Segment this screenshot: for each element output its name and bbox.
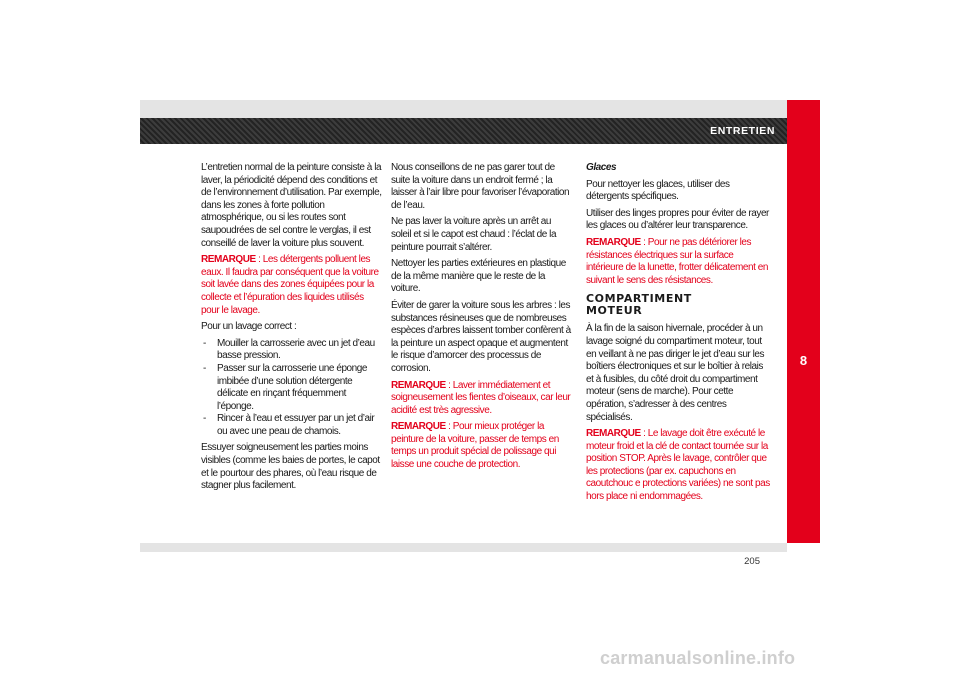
paragraph: Utiliser des linges propres pour éviter de rayer les glaces ou d’altérer leur transparence. — [586, 207, 769, 232]
paragraph: Pour un lavage correct : — [201, 321, 297, 333]
section-title: ENTRETIEN — [710, 125, 775, 137]
subheading: Glaces — [586, 162, 617, 173]
list-item: - Passer sur la carrosserie une éponge imbibée d’une solution détergente délicate en rinçant fréquemment l’éponge. — [201, 363, 383, 413]
chapter-tab-strip — [787, 243, 820, 543]
list-item: - Mouiller la carrosserie avec un jet d’eau basse pression. — [201, 338, 383, 363]
section-heading-line: COMPARTIMENT — [586, 292, 692, 306]
text-column-2 — [391, 162, 571, 476]
paragraph: Nettoyer les parties extérieures en plastique de la même manière que le reste de la voiture. — [391, 258, 566, 295]
note-text: : Le lavage doit être exécuté le moteur froid et la clé de contact tournée sur la position STOP. Après le lavage, contrôler que les protections (par ex. capuchons en caoutchouc e protections variées) ne sont pas hors place ni endommagées. — [586, 428, 770, 503]
top-gray-band — [140, 100, 787, 118]
chapter-number: 8 — [799, 353, 808, 368]
note — [586, 237, 771, 287]
note — [391, 380, 571, 418]
note-text: : Laver immédiatement et soigneusement les fientes d’oiseaux, car leur acidité est très agressive. — [391, 379, 571, 416]
note-text: : Pour mieux protéger la peinture de la voiture, passer de temps en temps un produit spécial de polissage qui laisse une couche de protection. — [391, 421, 559, 471]
note-label: REMARQUE — [391, 421, 446, 433]
bottom-gray-band — [140, 543, 787, 552]
section-heading — [586, 293, 771, 317]
page-number: 205 — [744, 556, 760, 567]
note-label: REMARQUE — [201, 254, 256, 266]
text-column-3 — [586, 162, 771, 508]
note-text: : Pour ne pas détériorer les résistances électriques sur la surface intérieure de la lunette, frotter délicatement en suivant le sens des résistances. — [586, 236, 768, 286]
note — [586, 428, 771, 504]
paragraph: Éviter de garer la voiture sous les arbres : les substances résineuses que de nombreuses espèces d’arbres laissent tomber confèrent à la peinture un aspect opaque et augmentent le risque d’amorcer des processus de corrosion. — [391, 299, 571, 374]
wash-steps-list — [201, 338, 383, 439]
note-label: REMARQUE — [586, 428, 641, 440]
note — [391, 421, 571, 471]
paragraph: Pour nettoyer les glaces, utiliser des détergents spécifiques. — [586, 178, 730, 203]
watermark: carmanualsonline.info — [600, 648, 796, 668]
note-text: : Les détergents polluent les eaux. Il faudra par conséquent que la voiture soit lavée dans des zones équipées pour la collecte et l’épuration des liquides utilisés pour le lavage. — [201, 254, 379, 316]
list-item: - Rincer à l’eau et essuyer par un jet d’air ou avec une peau de chamois. — [201, 413, 383, 438]
section-heading-line: MOTEUR — [586, 304, 643, 318]
paragraph: L’entretien normal de la peinture consiste à la laver, la périodicité dépend des conditions et de l’environnement d’utilisation. Par exemple, dans les zones à forte pollution atmosphérique, ou si les routes sont saupoudrées de sel contre le verglas, il est conseillé de laver la voiture plus souvent. — [201, 162, 382, 249]
paragraph: Ne pas laver la voiture après un arrêt au soleil et si le capot est chaud : l’éclat de la peinture pourrait s’altérer. — [391, 216, 557, 253]
chapter-tab-top — [787, 100, 820, 243]
paragraph: À la fin de la saison hivernale, procéder à un lavage soigné du compartiment moteur, tout en veillant à ne pas diriger le jet d’eau sur les boîtiers électroniques et sur le boîtier à relais et à fusibles, du côté droit du compartiment moteur (sens de marche). Pour cette opération, s’adresser à des centres spécialisés. — [586, 323, 765, 423]
section-header-bar — [140, 118, 787, 144]
note — [201, 254, 383, 317]
note-label: REMARQUE — [391, 379, 446, 391]
note-label: REMARQUE — [586, 236, 641, 248]
paragraph: Nous conseillons de ne pas garer tout de suite la voiture dans un endroit fermé ; la laisser à l’air libre pour favoriser l’évaporation de l’eau. — [391, 162, 570, 211]
text-column-1 — [201, 162, 383, 497]
paragraph: Essuyer soigneusement les parties moins visibles (comme les baies de portes, le capot et le pourtour des phares, où l’eau risque de stagner plus facilement. — [201, 442, 380, 492]
